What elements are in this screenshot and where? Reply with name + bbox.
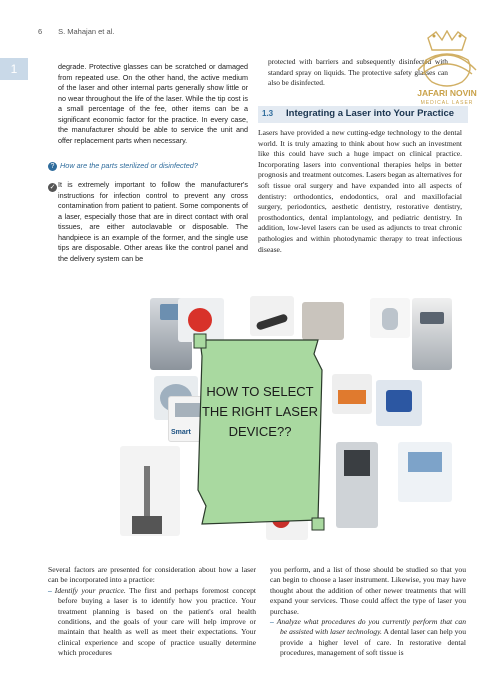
running-header [38,27,114,36]
watermark-logo [408,30,486,112]
logo-tagline: MEDICAL LASER [420,100,474,106]
device-photo [398,442,452,502]
list-item [270,617,466,659]
item1-title: Identify your practice. [54,585,126,595]
answer-paragraph: It is extremely important to follow the manufacturer's instructions for infection control to prevent any cross contamination from patient to patient. Some components of a laser, especially those that are in direct contact with oral tissues, are either autoclavable or disposable. The handpiece is an example of the former, and the single use tips are disposable. Other areas like the control panel and the delivery system can be [58,180,248,263]
item1-text: The first and perhaps foremost concept before buying a laser is to identify how you practice. Your treatment planning is based on the patient's oral health conditions, and the goals of your care will help improve or maintain that health as well as meet their expectations. Your clinical experience and scope of practice usually determine which procedures [58,585,256,658]
chapter-tab: 1 [0,58,28,80]
item2-text: A dental laser can help you provide a higher level of care. In restorative dental procedures, management of soft tissue is [280,627,466,658]
bullet-dash: – [270,617,274,627]
list-item [48,586,256,659]
section-title: Integrating a Laser into Your Practice [286,108,455,119]
device-photo [412,298,452,370]
answer-icon: ✓ [49,184,56,191]
item2-title: Analyze what procedures do you currently perform that can be assisted with laser technology. [276,617,466,637]
device-photo [332,374,372,414]
banner-text: HOW TO SELECT THE RIGHT LASER DEVICE?? [201,384,319,439]
device-label: Smart [171,429,191,436]
right-top-paragraph: protected with barriers and subsequently disinfected with standard spray on liquids. The protective safety glasses can also be disinfected. [268,57,448,88]
question-heading [48,161,198,171]
device-photo [120,446,180,536]
factors-intro: Several factors are presented for consideration about how a laser can be incorporated into a practice: [48,565,256,585]
right-continued-paragraph: you perform, and a list of those should be studied so that you can begin to choose a laser instrument. Likewise, you may have thought about the addition of other newer treatments that will expand your services. Those could affect the type of laser you purchase. [270,565,466,616]
section-paragraph: Lasers have provided a new cutting-edge technology to the dental world. It is truly amazing to think about how such an investment like this could have such a huge impact on clinical practice. Incorporating lasers into conventional therapies helps in better prognosis and treatment outcomes. Lasers began as alternatives for soft tissue oral surgery and have expanded into all aspects of dentistry: orthodontics, endodontics, oral and maxillofacial surgery, periodontics, aesthetic dentistry, restorative dentistry, prosthodontics, dental implantology, and pediatric dentistry. In addition, low-level lasers can be used as adjuncts to treat chronic pathologies and within photodynamic therapy to treat infectious disease. [258,128,462,254]
bullet-dash: – [48,585,52,595]
page-number: 6 [38,27,43,36]
bottom-right-text [270,565,466,659]
running-head: S. Mahajan et al. [58,27,115,36]
section-heading [258,106,468,123]
section-number: 1.3 [262,109,274,118]
device-photo [376,380,422,426]
question-icon: ? [48,162,57,171]
device-photo [370,298,410,338]
question-text: How are the parts sterilized or disinfected? [60,161,198,170]
logo-name: JAFARI NOVIN [417,88,477,98]
left-paragraph: degrade. Protective glasses can be scratched or damaged from repeated use. On the other hand, the active medium of the laser and other internal parts generally show little or no wear throughout the life of the laser. While the tip cost is a small percentage of the fee, other items can be a significant economic factor for the practice. In every case, the manufacturer should be able to service the unit and offer replacement parts when necessary. [58,62,248,145]
bottom-left-text [48,565,256,659]
device-photo [336,442,378,528]
